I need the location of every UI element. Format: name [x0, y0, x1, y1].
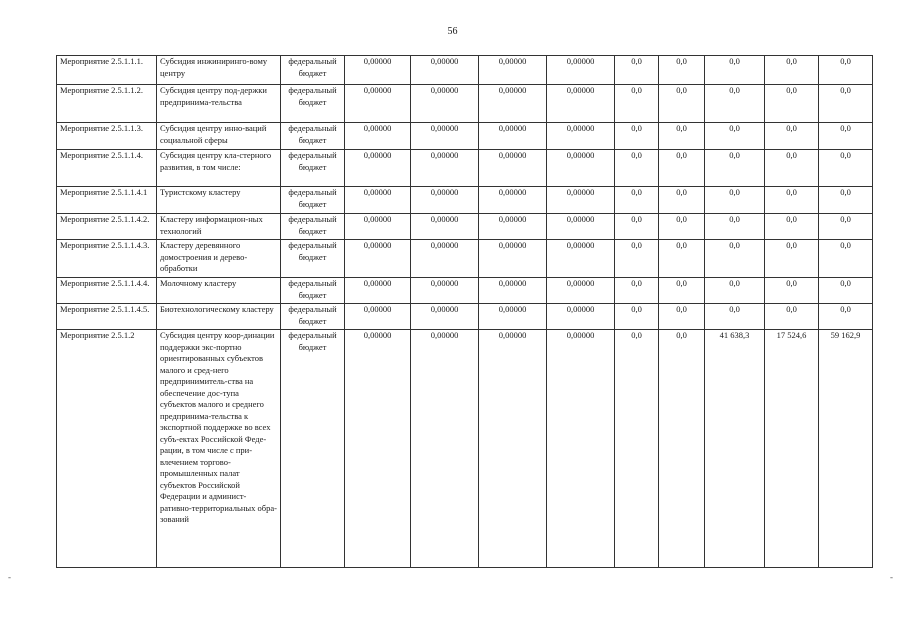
measure-id-cell: Мероприятие 2.5.1.1.4.1	[57, 187, 157, 214]
measure-name-cell: Субсидия центру под-держки предпринима-тельства	[157, 85, 281, 123]
measure-name-cell: Субсидия центру инно-ваций социальной сферы	[157, 123, 281, 150]
value-cell: 0,00000	[411, 123, 479, 150]
value-cell: 0,0	[615, 56, 659, 85]
table-row	[57, 85, 873, 123]
value-cell: 41 638,3	[705, 330, 765, 568]
budget-table	[56, 55, 873, 568]
measure-id-cell: Мероприятие 2.5.1.1.4.4.	[57, 278, 157, 304]
value-cell: 0,00000	[411, 187, 479, 214]
value-cell: 0,00000	[547, 56, 615, 85]
value-cell: 0,0	[819, 240, 873, 278]
measure-id-cell: Мероприятие 2.5.1.1.4.3.	[57, 240, 157, 278]
value-cell: 0,00000	[547, 304, 615, 330]
value-cell: 0,00000	[547, 187, 615, 214]
value-cell: 0,0	[659, 85, 705, 123]
value-cell: 0,00000	[479, 150, 547, 187]
value-cell: 0,00000	[411, 278, 479, 304]
measure-id-cell: Мероприятие 2.5.1.2	[57, 330, 157, 568]
measure-name-cell: Туристскому кластеру	[157, 187, 281, 214]
value-cell: 0,00000	[345, 214, 411, 240]
value-cell: 0,0	[819, 214, 873, 240]
value-cell: 0,0	[819, 85, 873, 123]
value-cell: 0,0	[659, 56, 705, 85]
table-row	[57, 240, 873, 278]
value-cell: 0,00000	[411, 330, 479, 568]
funding-source-cell: федеральный бюджет	[281, 214, 345, 240]
table-row	[57, 304, 873, 330]
value-cell: 0,0	[705, 150, 765, 187]
measure-id-cell: Мероприятие 2.5.1.1.1.	[57, 56, 157, 85]
measure-id-cell: Мероприятие 2.5.1.1.3.	[57, 123, 157, 150]
value-cell: 0,00000	[479, 85, 547, 123]
value-cell: 0,0	[615, 330, 659, 568]
value-cell: 0,0	[705, 278, 765, 304]
funding-source-cell: федеральный бюджет	[281, 187, 345, 214]
measure-name-cell: Субсидия центру кла-стерного развития, в том числе:	[157, 150, 281, 187]
value-cell: 0,00000	[411, 85, 479, 123]
value-cell: 0,0	[819, 187, 873, 214]
value-cell: 0,0	[615, 150, 659, 187]
funding-source-cell: федеральный бюджет	[281, 56, 345, 85]
funding-source-cell: федеральный бюджет	[281, 304, 345, 330]
funding-source-cell: федеральный бюджет	[281, 330, 345, 568]
value-cell: 0,0	[615, 278, 659, 304]
value-cell: 0,00000	[345, 330, 411, 568]
measure-name-cell: Кластеру информацион-ных технологий	[157, 214, 281, 240]
value-cell: 0,0	[765, 278, 819, 304]
value-cell: 0,00000	[411, 214, 479, 240]
value-cell: 0,0	[659, 304, 705, 330]
value-cell: 0,0	[615, 187, 659, 214]
value-cell: 0,0	[659, 187, 705, 214]
table-row	[57, 187, 873, 214]
funding-source-cell: федеральный бюджет	[281, 278, 345, 304]
value-cell: 0,0	[615, 304, 659, 330]
measure-id-cell: Мероприятие 2.5.1.1.2.	[57, 85, 157, 123]
value-cell: 0,00000	[547, 214, 615, 240]
value-cell: 0,00000	[547, 278, 615, 304]
value-cell: 0,00000	[479, 123, 547, 150]
value-cell: 0,0	[705, 240, 765, 278]
value-cell: 0,00000	[547, 330, 615, 568]
table-row	[57, 330, 873, 568]
value-cell: 0,00000	[411, 56, 479, 85]
value-cell: 0,00000	[411, 240, 479, 278]
value-cell: 0,0	[659, 150, 705, 187]
measure-name-cell: Кластеру деревянного домостроения и дерево-обработки	[157, 240, 281, 278]
value-cell: 0,00000	[547, 150, 615, 187]
value-cell: 0,00000	[547, 85, 615, 123]
value-cell: 0,0	[705, 85, 765, 123]
right-edge-mark: -	[890, 572, 893, 582]
measure-name-cell: Субсидия инжиниринго-вому центру	[157, 56, 281, 85]
table-row	[57, 214, 873, 240]
value-cell: 0,0	[615, 240, 659, 278]
table-row	[57, 123, 873, 150]
value-cell: 0,00000	[345, 240, 411, 278]
value-cell: 0,0	[705, 123, 765, 150]
value-cell: 0,00000	[479, 187, 547, 214]
value-cell: 0,0	[659, 330, 705, 568]
value-cell: 0,00000	[479, 56, 547, 85]
value-cell: 0,0	[819, 304, 873, 330]
table-row	[57, 278, 873, 304]
measure-id-cell: Мероприятие 2.5.1.1.4.5.	[57, 304, 157, 330]
value-cell: 0,0	[659, 240, 705, 278]
value-cell: 0,00000	[547, 123, 615, 150]
value-cell: 0,00000	[345, 278, 411, 304]
value-cell: 0,00000	[345, 150, 411, 187]
page-number: 56	[447, 26, 458, 37]
value-cell: 0,00000	[479, 214, 547, 240]
value-cell: 59 162,9	[819, 330, 873, 568]
value-cell: 0,0	[765, 304, 819, 330]
value-cell: 0,0	[765, 187, 819, 214]
value-cell: 0,00000	[547, 240, 615, 278]
value-cell: 0,0	[705, 56, 765, 85]
value-cell: 0,0	[819, 278, 873, 304]
funding-source-cell: федеральный бюджет	[281, 85, 345, 123]
value-cell: 0,0	[765, 56, 819, 85]
table-row	[57, 56, 873, 85]
value-cell: 0,0	[765, 123, 819, 150]
left-edge-mark: -	[8, 572, 11, 582]
measure-id-cell: Мероприятие 2.5.1.1.4.2.	[57, 214, 157, 240]
measure-name-cell: Биотехнологическому кластеру	[157, 304, 281, 330]
value-cell: 0,0	[819, 150, 873, 187]
value-cell: 17 524,6	[765, 330, 819, 568]
value-cell: 0,0	[615, 123, 659, 150]
value-cell: 0,0	[765, 150, 819, 187]
value-cell: 0,00000	[411, 150, 479, 187]
value-cell: 0,0	[659, 278, 705, 304]
value-cell: 0,00000	[479, 278, 547, 304]
value-cell: 0,00000	[479, 330, 547, 568]
value-cell: 0,0	[705, 187, 765, 214]
measure-name-cell: Субсидия центру коор-динации поддержки экс-портно ориентированных субъектов малого и сред-него предпринимитель-ства на обеспечение дос-тупа субъектов малого и среднего предпринима-тельства к экспортной поддержке во всех субъ-ектах Российской Феде-рации, в том числе с при-влечением торгово-промышленных палат субъектов Российской Федерации и админист-ративно-территориальных обра-зований	[157, 330, 281, 568]
value-cell: 0,0	[615, 85, 659, 123]
value-cell: 0,00000	[479, 240, 547, 278]
value-cell: 0,0	[615, 214, 659, 240]
funding-source-cell: федеральный бюджет	[281, 123, 345, 150]
value-cell: 0,00000	[479, 304, 547, 330]
value-cell: 0,0	[659, 214, 705, 240]
measure-name-cell: Молочному кластеру	[157, 278, 281, 304]
value-cell: 0,0	[659, 123, 705, 150]
value-cell: 0,00000	[345, 56, 411, 85]
table-body	[57, 56, 873, 568]
value-cell: 0,0	[765, 240, 819, 278]
value-cell: 0,0	[705, 304, 765, 330]
value-cell: 0,00000	[345, 187, 411, 214]
funding-source-cell: федеральный бюджет	[281, 150, 345, 187]
value-cell: 0,00000	[345, 304, 411, 330]
value-cell: 0,00000	[345, 85, 411, 123]
value-cell: 0,0	[819, 123, 873, 150]
funding-source-cell: федеральный бюджет	[281, 240, 345, 278]
value-cell: 0,00000	[345, 123, 411, 150]
value-cell: 0,0	[819, 56, 873, 85]
value-cell: 0,0	[765, 214, 819, 240]
measure-id-cell: Мероприятие 2.5.1.1.4.	[57, 150, 157, 187]
value-cell: 0,0	[705, 214, 765, 240]
value-cell: 0,0	[765, 85, 819, 123]
value-cell: 0,00000	[411, 304, 479, 330]
table-row	[57, 150, 873, 187]
